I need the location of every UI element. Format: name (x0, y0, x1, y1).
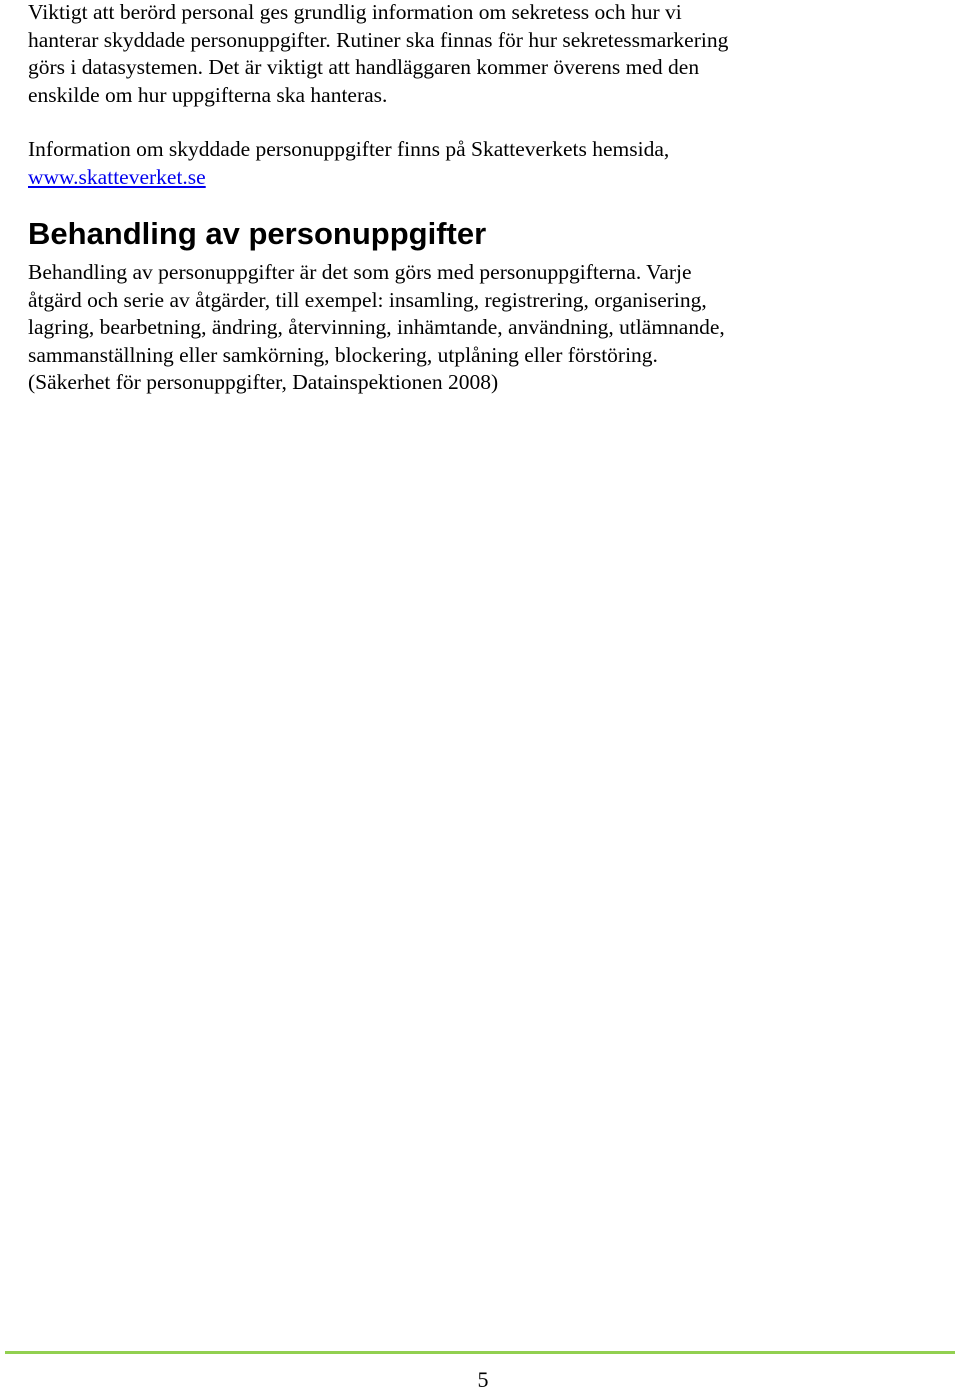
paragraph-processing-definition: Behandling av personuppgifter är det som görs med personuppgifterna. Varje åtgärd och serie av åtgärder, till exempel: insamling, registrering, organisering, lagring, bearbetning, ändring, återvinning, inhämtande, användning, utlämnande, sammanställning eller samkörning, blockering, utplåning eller förstöring. (Säkerhet för personuppgifter, Datainspektionen 2008) (28, 260, 725, 394)
paragraph-info-source (28, 136, 669, 191)
paragraph-confidentiality: Viktigt att berörd personal ges grundlig information om sekretess och hur vi hanterar skyddade personuppgifter. Rutiner ska finnas för hur sekretessmarkering görs i datasystemen. Det är viktigt att handläggaren kommer överens med den enskilde om hur uppgifterna ska hanteras. (28, 0, 729, 107)
page-number: 5 (477, 1367, 489, 1392)
paragraph-info-text: Information om skyddade personuppgifter finns på Skatteverkets hemsida, (28, 137, 670, 161)
footer-rule (5, 1351, 955, 1354)
section-heading: Behandling av personuppgifter (28, 216, 487, 251)
skatteverket-link[interactable]: www.skatteverket.se (28, 164, 206, 189)
